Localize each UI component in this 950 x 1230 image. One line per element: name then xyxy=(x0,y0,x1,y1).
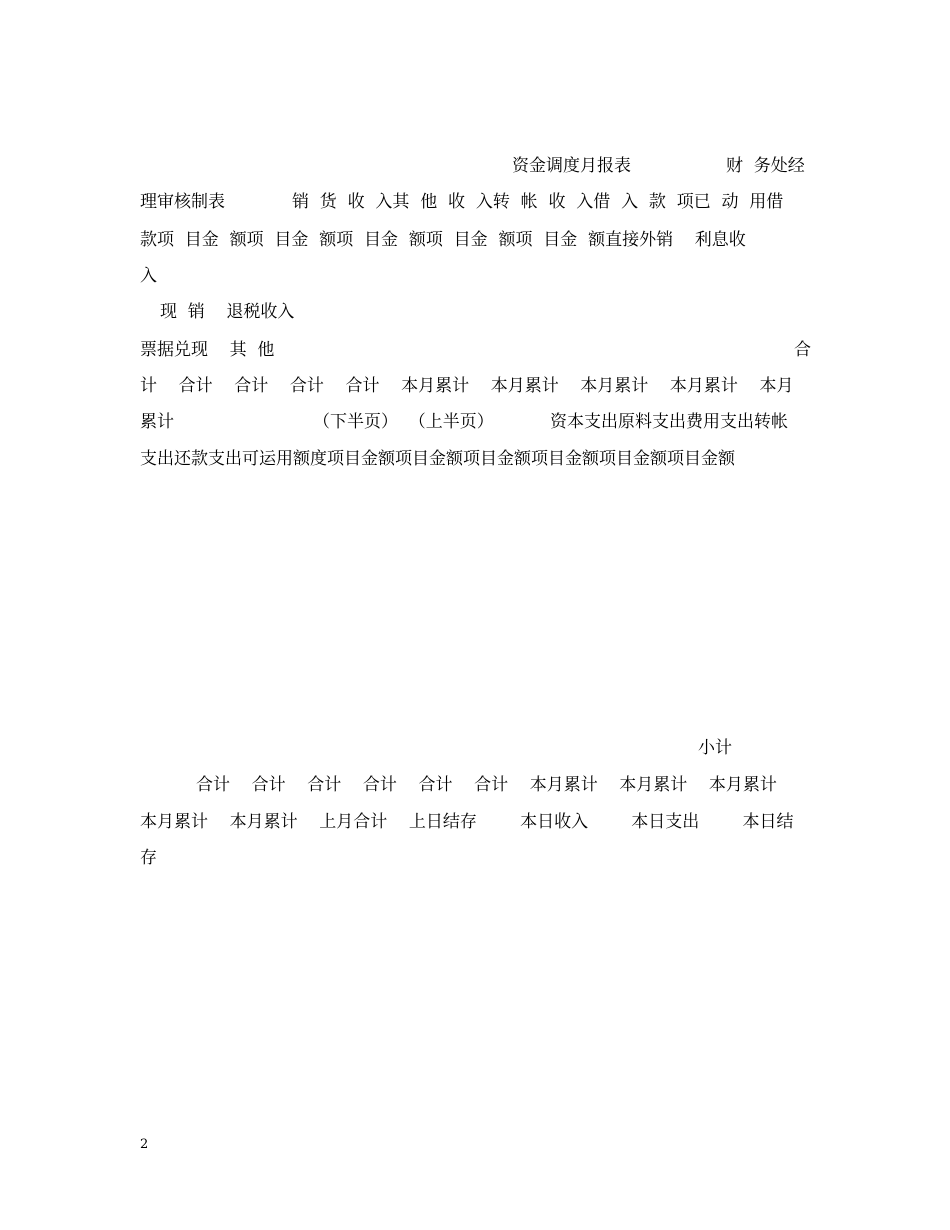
text-line: 合计 合计 合计 合计 合计 合计 本月累计 本月累计 本月累计 xyxy=(196,775,777,795)
text-line: 资本支出原料支出费用支出转帐 xyxy=(550,412,788,432)
text-line: 小计 xyxy=(698,738,732,758)
text-line: （下半页） （上半页） xyxy=(313,412,494,432)
text-line: 本月累计 本月累计 上月合计 上日结存 本日收入 本日支出 本日结 xyxy=(140,812,794,832)
report-title: 资金调度月报表 xyxy=(512,156,631,176)
text-line: 支出还款支出可运用额度项目金额项目金额项目金额项目金额项目金额项目金额 xyxy=(140,449,735,469)
text-line: 存 xyxy=(140,848,157,868)
page-number: 2 xyxy=(140,1137,149,1152)
text-line: 财 务处经 xyxy=(726,156,805,176)
text-line: 合 xyxy=(794,340,811,360)
text-line: 理审核制表 xyxy=(140,192,225,212)
text-line: 累计 xyxy=(140,412,174,432)
text-line: 现 销 退税收入 xyxy=(160,302,295,322)
text-line: 计 合计 合计 合计 合计 本月累计 本月累计 本月累计 本月累计 本月 xyxy=(140,376,794,396)
text-line: 票据兑现 其 他 xyxy=(140,340,275,360)
text-line: 入 xyxy=(140,266,157,286)
text-line: 款项 目金 额项 目金 额项 目金 额项 目金 额项 目金 额直接外销 利息收 xyxy=(140,230,746,250)
text-line: 销 货 收 入其 他 收 入转 帐 收 入借 入 款 项已 动 用借 xyxy=(292,192,784,212)
